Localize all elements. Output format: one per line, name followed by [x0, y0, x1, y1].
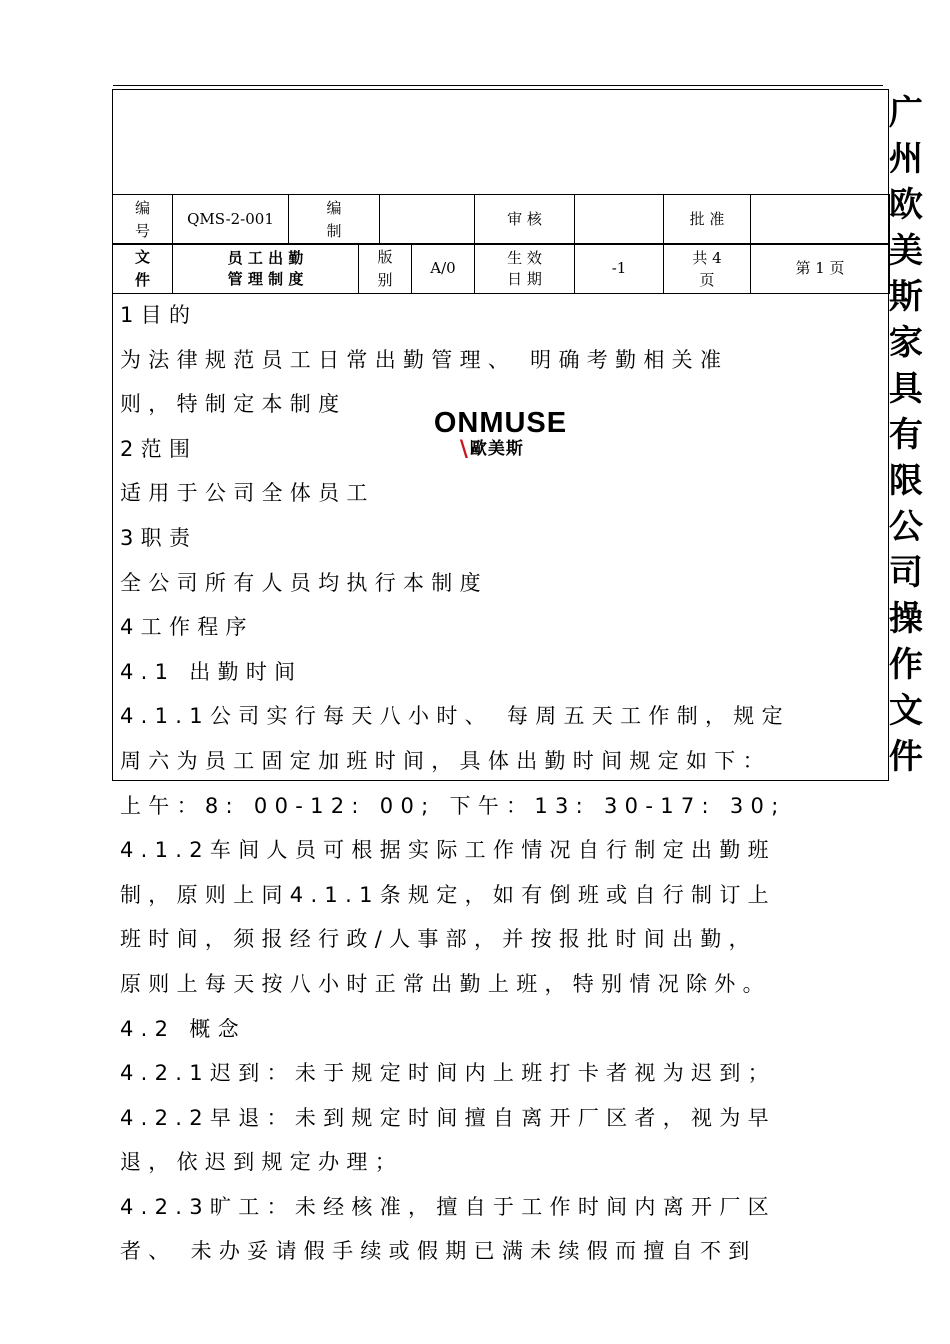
body-line: 原则上每天按八小时正常出勤上班，特别情况除外。 [120, 971, 771, 996]
editor-value [380, 195, 475, 245]
version-value: A/0 [412, 244, 475, 294]
header-row-3 [112, 243, 890, 294]
approve-value [751, 195, 890, 245]
body-line: 4.2 概念 [120, 1016, 246, 1041]
body-line: 全公司所有人员均执行本制度 [120, 570, 488, 595]
approve-label: 批 准 [664, 195, 751, 245]
body-line: 4工作程序 [120, 615, 254, 640]
body-line: 为法律规范员工日常出勤管理、 明确考勤相关准 [120, 347, 729, 372]
body-line: 者、 未办妥请假手续或假期已满未续假而擅自不到 [120, 1239, 757, 1264]
header-row-2 [112, 194, 890, 245]
logo-chinese-text: 歐美斯 [469, 438, 524, 459]
body-line: 4.1.1公司实行每天八小时、 每周五天工作制，规定 [120, 704, 790, 729]
document-body [120, 293, 880, 1274]
body-line: 上午：8: 00-12: 00; 下午：13: 30-17: 30; [120, 793, 786, 818]
body-line: 3职责 [120, 525, 198, 550]
file-name-line2: 管 理 制 度 [227, 269, 304, 288]
body-line: 4.2.1迟到：未于规定时间内上班打卡者视为迟到； [120, 1061, 776, 1086]
body-line: 周六为员工固定加班时间，具体出勤时间规定如下： [120, 748, 771, 773]
top-rule [113, 85, 883, 86]
review-label: 审 核 [475, 195, 575, 245]
body-line: 则，特制定本制度 [120, 392, 347, 417]
code-label: 编号 [113, 195, 173, 245]
file-name [173, 244, 359, 294]
body-line: 班时间，须报经行政/人事部，并按报批时间出勤， [120, 927, 757, 952]
file-label: 文件 [113, 244, 173, 294]
effective-label: 生 效 日 期 [475, 244, 575, 294]
effective-value: -1 [575, 244, 664, 294]
logo-slash-mark: \ [459, 436, 468, 462]
body-line: 适用于公司全体员工 [120, 481, 375, 506]
page-number: 第 1 页 [751, 244, 890, 294]
editor-label: 编制 [289, 195, 380, 245]
body-line: 退，依迟到规定办理； [120, 1150, 403, 1175]
body-line: 4.2.3旷工：未经核准，擅自于工作时间内离开厂区 [120, 1194, 776, 1219]
code-value: QMS-2-001 [173, 195, 289, 245]
body-line: 4.2.2早退：未到规定时间擅自离开厂区者，视为早 [120, 1105, 776, 1130]
review-value [575, 195, 664, 245]
logo-brand-text: ONMUSE [433, 407, 568, 439]
body-line: 1目的 [120, 303, 198, 327]
body-line: 4.1.2车间人员可根据实际工作情况自行制定出勤班 [120, 838, 776, 863]
body-line: 2范围 [120, 436, 198, 461]
version-label: 版别 [359, 244, 412, 294]
total-pages: 共 4 页 [664, 244, 751, 294]
file-name-line1: 员 工 出 勤 [227, 248, 304, 267]
body-line: 制，原则上同4.1.1条规定，如有倒班或自行制订上 [120, 882, 776, 907]
body-line: 4.1 出勤时间 [120, 659, 303, 684]
